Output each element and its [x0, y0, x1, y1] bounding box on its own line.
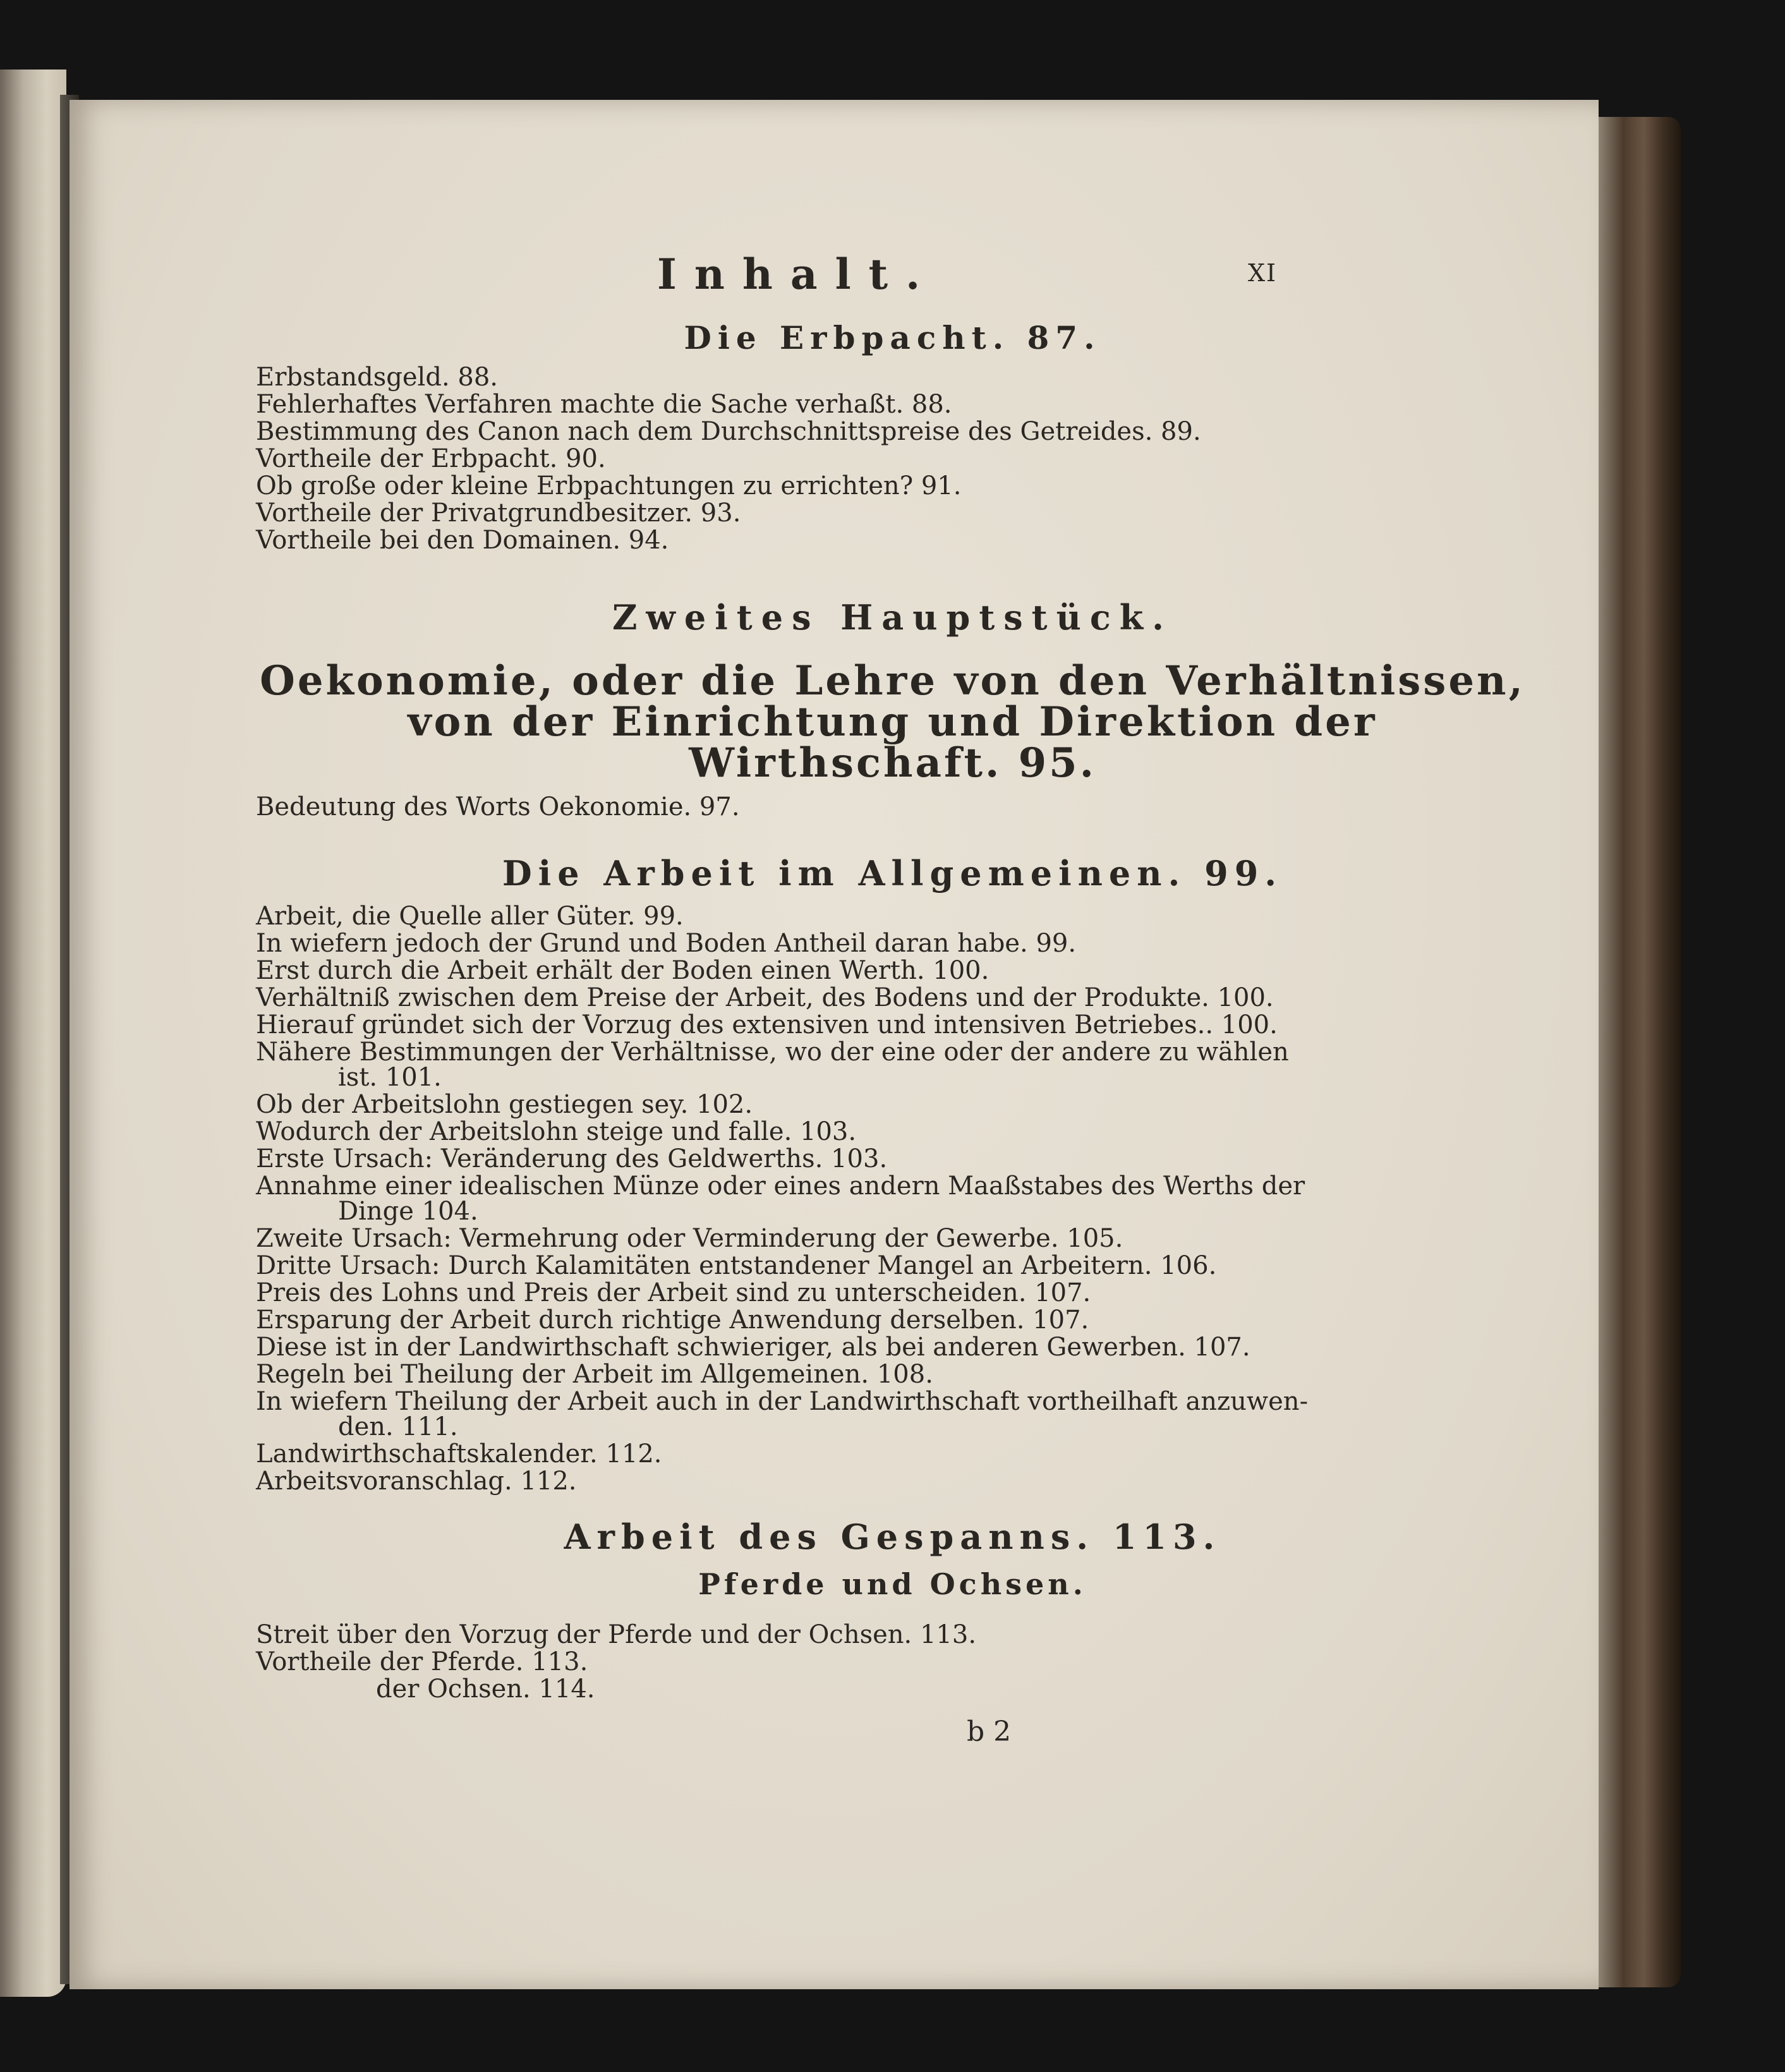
toc-entry: Erste Ursach: Veränderung des Geldwerths. 103.: [256, 1144, 888, 1173]
toc-entry-continuation: den. 111.: [338, 1412, 458, 1441]
section-heading-arbeit: Die Arbeit im Allgemeinen. 99.: [502, 853, 1283, 894]
toc-entry: Erbstandsgeld. 88.: [256, 363, 498, 392]
page-number: XI: [1248, 259, 1278, 287]
section-heading-gespann: Arbeit des Gespanns. 113.: [564, 1517, 1221, 1557]
toc-entry: Dritte Ursach: Durch Kalamitäten entstandener Mangel an Arbeitern. 106.: [256, 1251, 1217, 1280]
chapter-heading-line1: Oekonomie, oder die Lehre von den Verhältnissen,: [260, 657, 1525, 705]
toc-entry: Fehlerhaftes Verfahren machte die Sache verhaßt. 88.: [256, 390, 952, 419]
toc-entry-continuation: Dinge 104.: [338, 1197, 478, 1226]
toc-entry-continuation: der Ochsen. 114.: [376, 1675, 595, 1704]
part-heading: Zweites Hauptstück.: [612, 597, 1173, 638]
toc-entry: Hierauf gründet sich der Vorzug des extensiven und intensiven Betriebes.. 100.: [256, 1010, 1278, 1039]
toc-entry: Arbeitsvoranschlag. 112.: [256, 1467, 577, 1496]
chapter-heading-line2: von der Einrichtung und Direktion der: [408, 698, 1377, 746]
section-heading-erbpacht: Die Erbpacht. 87.: [684, 319, 1101, 356]
toc-entry: Annahme einer idealischen Münze oder eines andern Maaßstabes des Werths der: [256, 1172, 1305, 1201]
toc-entry: Arbeit, die Quelle aller Güter. 99.: [256, 902, 684, 931]
toc-entry: In wiefern Theilung der Arbeit auch in der Landwirthschaft vortheilhaft anzuwen-: [256, 1387, 1309, 1416]
toc-entry: Vortheile der Privatgrundbesitzer. 93.: [256, 499, 741, 528]
toc-entry: Bestimmung des Canon nach dem Durchschnittspreise des Getreides. 89.: [256, 417, 1201, 446]
toc-entry: Regeln bei Theilung der Arbeit im Allgemeinen. 108.: [256, 1360, 933, 1389]
toc-entry: Erst durch die Arbeit erhält der Boden einen Werth. 100.: [256, 956, 989, 985]
toc-entry: Landwirthschaftskalender. 112.: [256, 1439, 662, 1469]
toc-entry: Vortheile der Erbpacht. 90.: [256, 444, 606, 473]
toc-entry: Verhältniß zwischen dem Preise der Arbeit, des Bodens und der Produkte. 100.: [256, 983, 1274, 1012]
toc-entry: Streit über den Vorzug der Pferde und der Ochsen. 113.: [256, 1620, 977, 1649]
toc-entry: Vortheile bei den Domainen. 94.: [256, 526, 669, 555]
running-title: Inhalt.: [657, 250, 938, 299]
toc-entry: Zweite Ursach: Vermehrung oder Verminderung der Gewerbe. 105.: [256, 1224, 1123, 1253]
toc-entry: Nähere Bestimmungen der Verhältnisse, wo der eine oder der andere zu wählen: [256, 1038, 1289, 1067]
toc-entry: Wodurch der Arbeitslohn steige und falle. 103.: [256, 1117, 857, 1146]
toc-entry: Ersparung der Arbeit durch richtige Anwendung derselben. 107.: [256, 1306, 1089, 1335]
toc-entry: In wiefern jedoch der Grund und Boden Antheil daran habe. 99.: [256, 929, 1077, 958]
toc-entry: Ob große oder kleine Erbpachtungen zu errichten? 91.: [256, 471, 962, 500]
signature-mark: b 2: [967, 1716, 1012, 1748]
toc-entry-continuation: ist. 101.: [338, 1063, 442, 1092]
toc-entry: Bedeutung des Worts Oekonomie. 97.: [256, 792, 740, 821]
toc-entry: Vortheile der Pferde. 113.: [256, 1647, 588, 1676]
subsection-heading: Pferde und Ochsen.: [698, 1567, 1087, 1601]
chapter-heading-line3: Wirthschaft. 95.: [689, 739, 1096, 787]
toc-entry: Preis des Lohns und Preis der Arbeit sind zu unterscheiden. 107.: [256, 1278, 1091, 1307]
toc-entry: Diese ist in der Landwirthschaft schwieriger, als bei anderen Gewerben. 107.: [256, 1333, 1250, 1362]
toc-entry: Ob der Arbeitslohn gestiegen sey. 102.: [256, 1090, 753, 1119]
